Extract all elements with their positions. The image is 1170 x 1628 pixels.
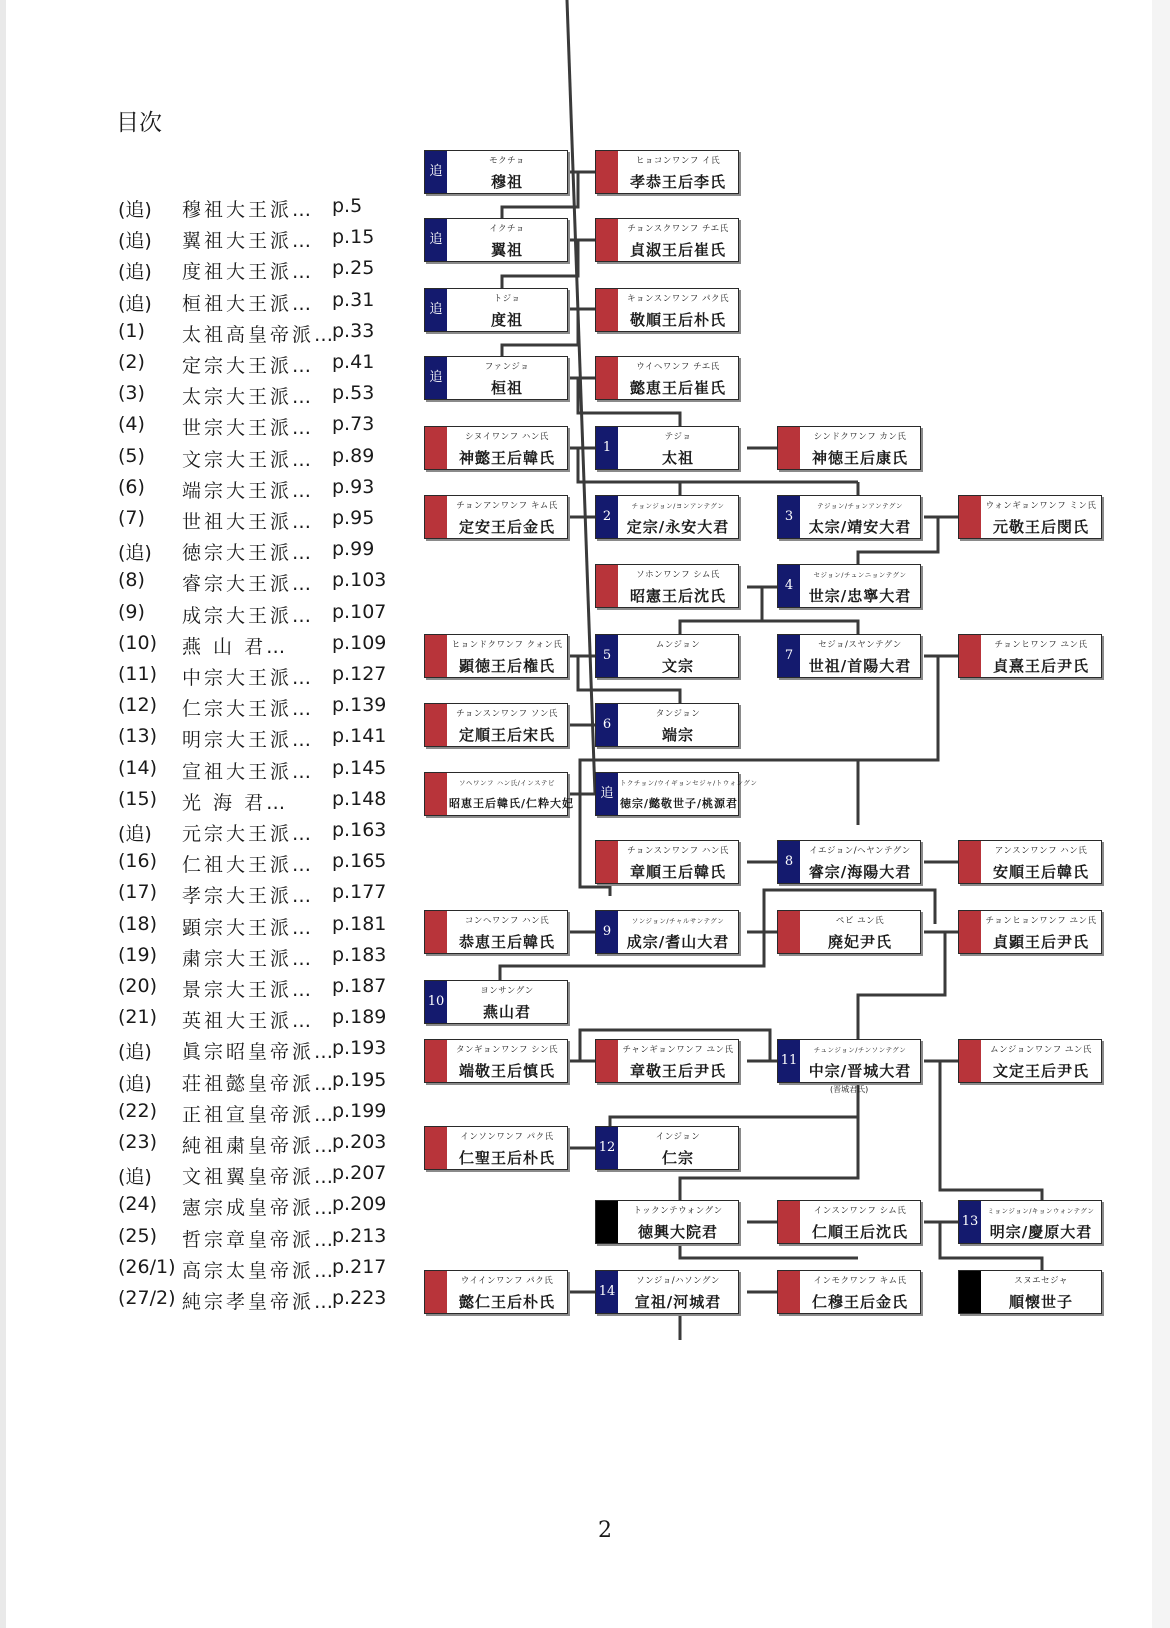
node-name: 明宗/慶原大君 — [989, 1223, 1093, 1241]
tree-node-jeongsuk — [595, 218, 739, 262]
node-name: 燕山君 — [482, 1003, 531, 1021]
toc-name: 荘祖懿皇帝派… — [182, 1072, 337, 1095]
tree-node-ansun — [958, 840, 1102, 884]
tree-node-gyeongsun — [595, 288, 739, 332]
node-reading: チュンジョン/チンソンテグン — [813, 1046, 907, 1054]
toc-num: (9) — [118, 600, 145, 623]
toc-name: 度祖大王派… — [182, 261, 315, 284]
node-name: 中宗/晋城大君 — [808, 1062, 912, 1080]
toc-num: (4) — [118, 413, 145, 436]
node-name: 桓祖 — [490, 379, 523, 397]
toc-num: (7) — [118, 507, 145, 529]
node-tab — [596, 1040, 618, 1082]
tree-node-sunhoe — [958, 1270, 1102, 1314]
tree-node-ikjo — [424, 218, 568, 262]
node-name: 仁聖王后朴氏 — [458, 1149, 555, 1167]
page-number: 2 — [598, 1518, 612, 1543]
node-reading: ソンジョ/ハソングン — [636, 1276, 720, 1286]
node-tab — [959, 841, 981, 883]
toc-name: 正祖宣皇帝派… — [182, 1103, 337, 1126]
node-reading: トジョ — [493, 294, 521, 304]
tree-node-sohye — [424, 772, 575, 816]
toc-name: 粛宗大王派… — [182, 947, 315, 970]
toc-page: p.5 — [332, 195, 363, 217]
tree-node-sejong — [777, 564, 921, 608]
toc-page: p.163 — [332, 819, 387, 841]
toc-num: (追) — [118, 1166, 152, 1189]
node-name: 徳興大院君 — [637, 1223, 718, 1241]
tree-node-sinui — [424, 426, 568, 470]
node-name: 睿宗/海陽大君 — [808, 863, 912, 881]
toc-num: (25) — [118, 1224, 158, 1247]
toc-page: p.203 — [332, 1131, 387, 1153]
tree-node-dangyeong — [424, 1039, 568, 1083]
node-tab — [778, 427, 800, 469]
node-reading: イクチョ — [489, 224, 525, 234]
tree-node-hyeondeok — [424, 634, 568, 678]
toc-name: 太祖高皇帝派… — [182, 323, 337, 346]
node-tab — [959, 1271, 981, 1313]
toc-name: 眞宗昭皇帝派… — [182, 1041, 337, 1064]
toc-name: 宣祖大王派… — [182, 760, 315, 783]
toc-page: p.127 — [332, 663, 387, 685]
tree-node-pyebi — [777, 910, 921, 954]
tree-node-seongjong — [595, 910, 739, 954]
node-name: 昭恵王后韓氏/仁粋大妃 — [449, 797, 575, 810]
node-tab: 4 — [778, 565, 800, 607]
toc-name: 燕 山 君… — [182, 635, 289, 658]
tree-node-jeonghui — [958, 634, 1102, 678]
node-reading: チョンヒョンワンフ ユン氏 — [985, 916, 1097, 926]
toc-page: p.195 — [332, 1068, 387, 1091]
tree-node-seonjo — [595, 1270, 739, 1314]
tree-node-danjong — [595, 703, 739, 747]
node-reading: ソホンワンフ シム氏 — [636, 570, 720, 580]
node-name: 仁順王后沈氏 — [811, 1223, 908, 1241]
toc-name: 元宗大王派… — [182, 823, 315, 845]
toc-name: 孝宗大王派… — [182, 885, 315, 908]
tree-node-taejo — [595, 426, 739, 470]
toc-name: 中宗大王派… — [182, 667, 315, 689]
node-tab: 7 — [778, 635, 800, 677]
tree-node-munjong — [595, 634, 739, 678]
toc-name: 文祖翼皇帝派… — [182, 1166, 337, 1189]
tree-node-gonghye — [424, 910, 568, 954]
toc-page: p.99 — [332, 538, 375, 561]
node-reading: ソンジョン/チャルサンテグン — [631, 917, 725, 925]
tree-node-jungjong — [777, 1039, 921, 1083]
node-tab: 追 — [425, 289, 447, 331]
toc-num: (24) — [118, 1193, 158, 1216]
node-reading: ソヘワンフ ハン氏/インステビ — [459, 779, 555, 787]
toc-num: (23) — [118, 1131, 158, 1153]
toc-name: 憲宗成皇帝派… — [182, 1197, 337, 1220]
node-tab — [425, 1040, 447, 1082]
node-reading: タンギョンワンフ シン氏 — [456, 1045, 558, 1055]
node-reading: セジョ/スヤンテグン — [818, 640, 902, 650]
node-name: 世宗/忠寧大君 — [808, 587, 912, 605]
toc-page: p.217 — [332, 1255, 387, 1278]
node-tab — [596, 289, 618, 331]
tree-node-yeonsan — [424, 980, 568, 1024]
node-name: 太宗/靖安大君 — [808, 518, 912, 536]
node-name: 安順王后韓氏 — [992, 863, 1089, 881]
toc-name: 文宗大王派… — [182, 448, 315, 471]
toc-page: p.213 — [332, 1224, 387, 1247]
node-tab — [596, 357, 618, 399]
toc-page: p.183 — [332, 943, 387, 966]
node-tab — [596, 841, 618, 883]
toc-num: (27/2) — [118, 1287, 176, 1309]
toc-num: (3) — [118, 382, 145, 405]
jungjong-note: (晋城君氏) — [830, 1085, 869, 1094]
node-reading: ウイヘワンフ チエ氏 — [636, 362, 720, 372]
node-name: 貞熹王后尹氏 — [992, 657, 1089, 675]
node-name: 孝恭王后李氏 — [629, 173, 726, 191]
node-name: 度祖 — [490, 311, 523, 329]
tree-node-taejong — [777, 495, 921, 539]
node-reading: モクチョ — [489, 156, 525, 166]
node-tab: 2 — [596, 496, 618, 538]
toc-num: (追) — [118, 542, 152, 565]
toc-page: p.31 — [332, 288, 375, 311]
tree-node-sejo — [777, 634, 921, 678]
toc-num: (14) — [118, 756, 158, 779]
node-tab: 1 — [596, 427, 618, 469]
node-name: 懿恵王后崔氏 — [629, 379, 726, 397]
node-reading: タンジョン — [655, 709, 701, 719]
tree-node-deokjong — [595, 772, 758, 816]
node-reading: インソンワンフ パク氏 — [460, 1132, 554, 1142]
node-name: 昭憲王后沈氏 — [629, 587, 726, 605]
toc-num: (12) — [118, 694, 158, 717]
toc-name: 睿宗大王派… — [182, 573, 315, 596]
node-reading: コンヘワンフ ハン氏 — [464, 916, 550, 926]
node-tab — [596, 219, 618, 261]
toc-num: (16) — [118, 850, 158, 873]
toc-page: p.223 — [332, 1287, 387, 1309]
tree-node-munjeong — [958, 1039, 1102, 1083]
node-tab: 3 — [778, 496, 800, 538]
tree-node-hyogong — [595, 150, 739, 194]
node-tab: 11 — [778, 1040, 800, 1082]
node-reading: シヌイワンフ ハン氏 — [465, 432, 549, 442]
tree-node-myeongjong — [958, 1200, 1102, 1244]
toc-name: 世宗大王派… — [182, 417, 315, 440]
toc-name: 純祖粛皇帝派… — [182, 1135, 337, 1157]
node-name: 世祖/首陽大君 — [808, 657, 912, 675]
node-name: 神懿王后韓氏 — [458, 449, 555, 467]
toc-name: 純宗孝皇帝派… — [182, 1291, 337, 1313]
node-name: 端宗 — [661, 726, 694, 744]
tree-node-dojo — [424, 288, 568, 332]
node-tab — [778, 1201, 800, 1243]
toc-num: (11) — [118, 663, 158, 685]
toc-name: 高宗太皇帝派… — [182, 1259, 337, 1282]
node-name: 宣祖/河城君 — [634, 1293, 722, 1311]
toc-name: 世祖大王派… — [182, 511, 315, 533]
tree-node-soheon — [595, 564, 739, 608]
node-name: 定宗/永安大君 — [626, 518, 730, 536]
toc-num: (22) — [118, 1099, 158, 1122]
toc-name: 翼祖大王派… — [182, 230, 315, 253]
toc-page: p.73 — [332, 413, 375, 436]
node-name: 元敬王后閔氏 — [992, 518, 1089, 536]
node-name: 翼祖 — [490, 241, 523, 259]
node-tab — [596, 565, 618, 607]
node-tab: 12 — [596, 1127, 618, 1169]
node-reading: ムンジョン — [655, 640, 701, 650]
toc-page: p.15 — [332, 226, 375, 249]
node-reading: チョンスンワンフ ソン氏 — [456, 709, 558, 719]
node-tab: 追 — [425, 151, 447, 193]
toc-num: (21) — [118, 1006, 158, 1029]
node-reading: スヌエセジャ — [1014, 1276, 1068, 1286]
toc-num: (追) — [118, 230, 152, 253]
tree-node-sindeok — [777, 426, 921, 470]
toc-name: 太宗大王派… — [182, 386, 315, 409]
toc-name: 哲宗章皇帝派… — [182, 1228, 337, 1251]
toc-name: 顕宗大王派… — [182, 916, 315, 939]
toc-num: (8) — [118, 569, 145, 592]
node-tab — [425, 1271, 447, 1313]
toc-page: p.148 — [332, 787, 387, 810]
tree-node-jeongjong — [595, 495, 739, 539]
toc-num: (26/1) — [118, 1255, 176, 1278]
toc-title: 目次 — [116, 110, 162, 136]
node-name: 顕徳王后権氏 — [458, 657, 555, 675]
node-tab — [959, 496, 981, 538]
toc-page: p.193 — [332, 1037, 387, 1060]
node-reading: ヒョンドクワンフ クォン氏 — [451, 640, 563, 650]
tree-node-jangsun — [595, 840, 739, 884]
toc-num: (6) — [118, 475, 145, 498]
tree-node-uiin — [424, 1270, 568, 1314]
node-tab: 6 — [596, 704, 618, 746]
node-name: 懿仁王后朴氏 — [458, 1293, 555, 1311]
toc-name: 仁祖大王派… — [182, 854, 315, 877]
node-reading: ウイインワンフ パク氏 — [460, 1276, 554, 1286]
node-tab — [596, 1201, 618, 1243]
toc-name: 桓祖大王派… — [182, 292, 315, 315]
node-name: 定順王后宋氏 — [458, 726, 555, 744]
toc-num: (20) — [118, 975, 158, 997]
node-reading: キョンスンワンフ パク氏 — [627, 294, 729, 304]
toc-page: p.95 — [332, 507, 375, 529]
toc-num: (1) — [118, 319, 145, 342]
tree-node-inseong — [424, 1126, 568, 1170]
toc-num: (追) — [118, 823, 152, 845]
toc-page: p.107 — [332, 600, 387, 623]
tree-node-yejong — [777, 840, 921, 884]
node-reading: ヨンサングン — [480, 986, 534, 996]
toc-page: p.25 — [332, 257, 375, 280]
node-reading: ヒョコンワンフ イ氏 — [635, 156, 721, 166]
toc-num: (10) — [118, 631, 158, 654]
toc-num: (19) — [118, 943, 158, 966]
node-reading: テジョ — [664, 432, 692, 442]
tree-node-deokheung — [595, 1200, 739, 1244]
node-name: 定安王后金氏 — [458, 518, 555, 536]
node-reading: シンドクワンフ カン氏 — [813, 432, 907, 442]
toc-num: (追) — [118, 292, 152, 315]
toc-page: p.209 — [332, 1193, 387, 1216]
node-name: 貞淑王后崔氏 — [629, 241, 726, 259]
toc-page: p.189 — [332, 1006, 387, 1029]
toc-num: (5) — [118, 444, 145, 467]
toc-page: p.165 — [332, 850, 387, 873]
node-reading: ムンジョンワンフ ユン氏 — [990, 1045, 1092, 1055]
toc-num: (追) — [118, 199, 152, 221]
node-tab — [959, 911, 981, 953]
node-reading: アンスンワンフ ハン氏 — [994, 846, 1088, 856]
node-tab: 13 — [959, 1201, 981, 1243]
node-name: 穆祖 — [490, 173, 523, 191]
toc-page: p.139 — [332, 694, 387, 717]
toc-page: p.145 — [332, 756, 387, 779]
toc-page: p.89 — [332, 444, 375, 467]
toc-page: p.33 — [332, 319, 375, 342]
toc-page: p.187 — [332, 975, 387, 997]
node-reading: チョンスンワンフ ハン氏 — [627, 846, 729, 856]
tree-node-injong — [595, 1126, 739, 1170]
toc-page: p.53 — [332, 382, 375, 405]
node-reading: イエジョン/ヘヤンテグン — [809, 846, 911, 856]
node-name: 廃妃尹氏 — [827, 933, 892, 951]
node-name: 太祖 — [661, 449, 694, 467]
toc-num: (2) — [118, 351, 145, 373]
node-tab — [596, 151, 618, 193]
node-tab: 9 — [596, 911, 618, 953]
toc-num: (追) — [118, 1041, 152, 1064]
toc-page: p.103 — [332, 569, 387, 592]
toc-name: 端宗大王派… — [182, 479, 315, 502]
node-tab: 追 — [425, 357, 447, 399]
toc-name: 定宗大王派… — [182, 355, 315, 377]
node-reading: チョンヒワンフ ユン氏 — [994, 640, 1088, 650]
tree-node-uihye — [595, 356, 739, 400]
tree-node-wongyeong — [958, 495, 1102, 539]
node-name: 貞顕王后尹氏 — [992, 933, 1089, 951]
toc-page: p.199 — [332, 1099, 387, 1122]
toc-page: p.141 — [332, 725, 387, 748]
node-tab — [778, 1271, 800, 1313]
tree-node-jeongan — [424, 495, 568, 539]
node-reading: トクチョン/ウイギョンセジャ/トウォングン — [620, 779, 758, 787]
node-tab — [425, 427, 447, 469]
tree-node-jeonghyeon — [958, 910, 1102, 954]
node-tab: 10 — [425, 981, 447, 1023]
node-tab — [425, 911, 447, 953]
toc-name: 光 海 君… — [182, 791, 289, 814]
node-reading: チョンジョン/ヨンアンテグン — [631, 502, 725, 510]
node-reading: インジョン — [655, 1132, 701, 1142]
node-name: 恭恵王后韓氏 — [458, 933, 555, 951]
node-reading: ペビ ユン氏 — [835, 916, 885, 926]
node-name: 仁穆王后金氏 — [811, 1293, 908, 1311]
node-reading: インモクワンフ キム氏 — [813, 1276, 907, 1286]
node-name: 文定王后尹氏 — [992, 1062, 1089, 1080]
node-name: 敬順王后朴氏 — [629, 311, 726, 329]
toc-name: 仁宗大王派… — [182, 698, 315, 721]
toc-name: 英祖大王派… — [182, 1010, 315, 1033]
node-reading: セジョン/チュンニョンテグン — [813, 571, 907, 579]
node-name: 端敬王后慎氏 — [458, 1062, 555, 1080]
node-reading: チャンギョンワンフ ユン氏 — [622, 1045, 734, 1055]
toc-num: (15) — [118, 787, 158, 810]
toc-page: p.109 — [332, 631, 387, 654]
tree-node-inmok — [777, 1270, 921, 1314]
toc-num: (17) — [118, 881, 158, 904]
node-reading: インスンワンフ シム氏 — [813, 1206, 907, 1216]
node-name: 章敬王后尹氏 — [629, 1062, 726, 1080]
toc-page: p.181 — [332, 912, 387, 935]
node-reading: ミョンジョン/キョンウォンテグン — [987, 1207, 1095, 1215]
node-reading: テジョン/チョンアンテグン — [817, 502, 903, 510]
node-tab — [425, 773, 447, 815]
toc-page: p.177 — [332, 881, 387, 904]
node-tab — [425, 635, 447, 677]
node-name: 成宗/耆山大君 — [626, 933, 730, 951]
node-tab: 8 — [778, 841, 800, 883]
node-tab: 14 — [596, 1271, 618, 1313]
node-name: 文宗 — [661, 657, 694, 675]
toc-page: p.93 — [332, 475, 375, 498]
toc-name: 明宗大王派… — [182, 729, 315, 752]
node-reading: トックンテウォングン — [633, 1206, 723, 1216]
node-tab — [959, 1040, 981, 1082]
tree-node-hwanjo — [424, 356, 568, 400]
toc-page: p.207 — [332, 1162, 387, 1185]
node-reading: チョンスクワンフ チエ氏 — [627, 224, 729, 234]
node-name: 徳宗/懿敬世子/桃源君 — [620, 797, 739, 810]
toc-name: 景宗大王派… — [182, 979, 315, 1001]
node-name: 神徳王后康氏 — [811, 449, 908, 467]
node-tab — [425, 1127, 447, 1169]
node-reading: ファンジョ — [484, 362, 530, 372]
toc-name: 穆祖大王派… — [182, 199, 315, 221]
toc-num: (13) — [118, 725, 158, 748]
node-reading: ウォンギョンワンフ ミン氏 — [985, 501, 1097, 511]
node-tab — [425, 496, 447, 538]
tree-node-jeongsun — [424, 703, 568, 747]
tree-node-mokjo — [424, 150, 568, 194]
node-tab: 追 — [425, 219, 447, 261]
toc-name: 徳宗大王派… — [182, 542, 315, 565]
toc-num: (追) — [118, 1072, 152, 1095]
tree-node-insun — [777, 1200, 921, 1244]
node-name: 順懐世子 — [1008, 1293, 1073, 1311]
node-tab: 追 — [596, 773, 618, 815]
toc-name: 成宗大王派… — [182, 604, 315, 627]
node-tab: 5 — [596, 635, 618, 677]
node-reading: チョンアンワンフ キム氏 — [456, 501, 558, 511]
node-name: 章順王后韓氏 — [629, 863, 726, 881]
node-tab — [959, 635, 981, 677]
toc-page: p.41 — [332, 351, 375, 373]
toc-num: (追) — [118, 261, 152, 284]
node-tab — [425, 704, 447, 746]
node-name: 仁宗 — [661, 1149, 694, 1167]
toc-num: (18) — [118, 912, 158, 935]
tree-node-janggyeong — [595, 1039, 739, 1083]
node-tab — [778, 911, 800, 953]
